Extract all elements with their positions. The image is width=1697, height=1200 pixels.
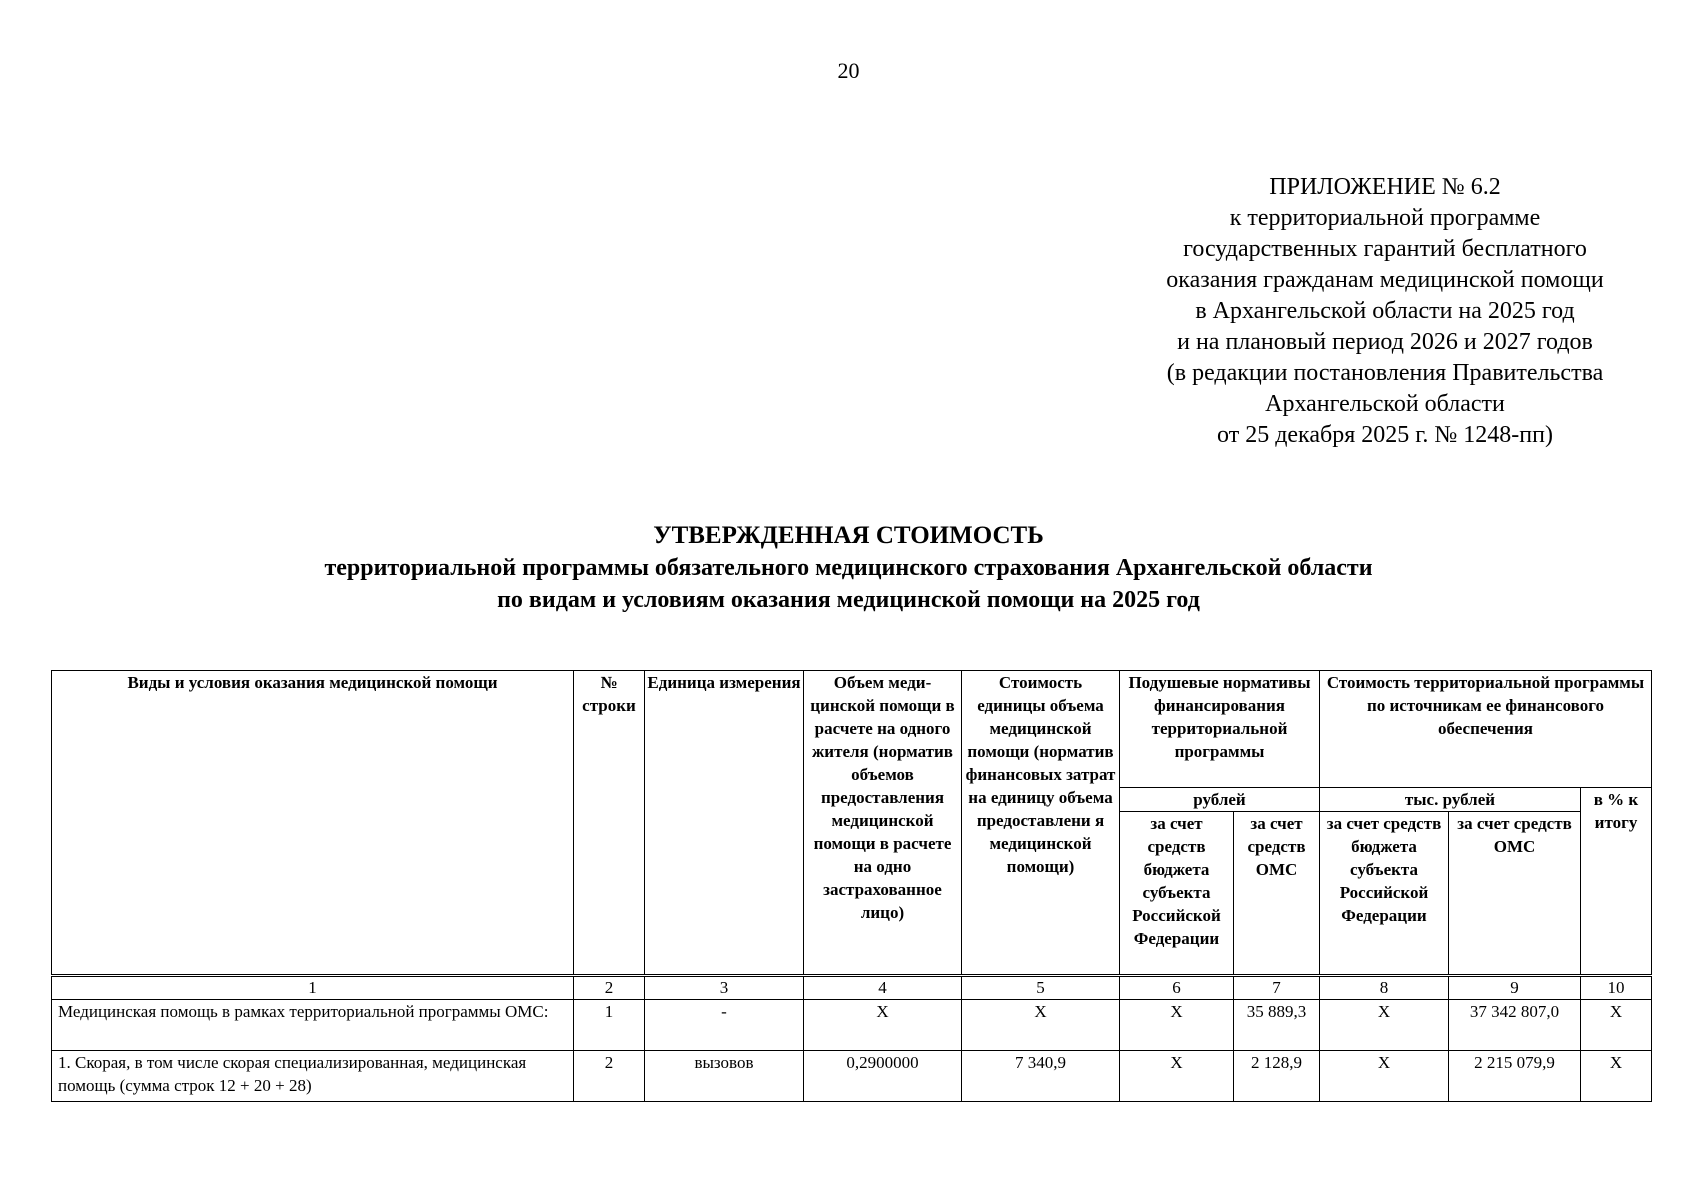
row-pc-oms: 2 128,9 [1234, 1051, 1320, 1102]
appendix-line: ПРИЛОЖЕНИЕ № 6.2 [1269, 174, 1501, 200]
appendix-line: государственных гарантий бесплатного [1183, 236, 1587, 262]
header-cost-oms: за счет средств ОМС [1449, 812, 1581, 976]
row-cost-budget: X [1320, 1051, 1449, 1102]
cost-table [51, 670, 1652, 1102]
row-name: 1. Скорая, в том числе скорая специализированная, медицинская помощь (сумма строк 12 + 20 + 28) [52, 1051, 574, 1102]
column-number: 4 [804, 976, 962, 1000]
row-pc-oms: 35 889,3 [1234, 1000, 1320, 1051]
appendix-line: в Архангельской области на 2025 год [1195, 298, 1575, 324]
appendix-line: и на плановый период 2026 и 2027 годов [1177, 329, 1593, 355]
row-pc-budget: X [1120, 1051, 1234, 1102]
column-number: 3 [645, 976, 804, 1000]
column-number: 1 [52, 976, 574, 1000]
row-unit: вызовов [645, 1051, 804, 1102]
row-volume: 0,2900000 [804, 1051, 962, 1102]
appendix-line: к территориальной программе [1229, 205, 1541, 231]
appendix-line: оказания гражданам медицинской помощи [1166, 267, 1604, 293]
header-pc-budget: за счет средств бюджета субъекта Российской Федерации [1120, 812, 1234, 976]
appendix-line: Архангельской области [1265, 391, 1505, 417]
header-volume: Объем меди-цинской помощи в расчете на одного жителя (норматив объемов предоставления медицинской помощи в расчете на одно застрахованное лицо) [804, 671, 962, 976]
title-line-2: территориальной программы обязательного медицинского страхования Архангельской области [324, 555, 1373, 581]
document-title [0, 520, 1697, 616]
column-number: 7 [1234, 976, 1320, 1000]
table-row [52, 1051, 1652, 1102]
header-thousand-rubles: тыс. рублей [1320, 788, 1581, 812]
header-rubles: рублей [1120, 788, 1320, 812]
row-cost-oms: 2 215 079,9 [1449, 1051, 1581, 1102]
appendix-line: от 25 декабря 2025 г. № 1248-пп) [1217, 422, 1553, 448]
header-percent: в % к итогу [1581, 788, 1652, 976]
appendix-block [1120, 172, 1650, 451]
header-unit: Единица измерения [645, 671, 804, 976]
header-unit-cost: Стоимость единицы объема медицинской помощи (норматив финансовых затрат на единицу объема предоставлени я медицинской помощи) [962, 671, 1120, 976]
row-cost-oms: 37 342 807,0 [1449, 1000, 1581, 1051]
appendix-line: (в редакции постановления Правительства [1166, 360, 1604, 386]
row-pc-budget: X [1120, 1000, 1234, 1051]
header-line-number: № строки [574, 671, 645, 976]
header-care-type: Виды и условия оказания медицинской помощи [52, 671, 574, 976]
row-line-number: 2 [574, 1051, 645, 1102]
row-unit-cost: X [962, 1000, 1120, 1051]
row-unit-cost: 7 340,9 [962, 1051, 1120, 1102]
header-cost-group: Стоимость территориальной программы по источникам ее финансового обеспечения [1320, 671, 1652, 788]
row-cost-budget: X [1320, 1000, 1449, 1051]
row-percent: X [1581, 1051, 1652, 1102]
header-pc-oms: за счет средств ОМС [1234, 812, 1320, 976]
column-number: 10 [1581, 976, 1652, 1000]
row-volume: X [804, 1000, 962, 1051]
header-per-capita-group: Подушевые нормативы финансирования территориальной программы [1120, 671, 1320, 788]
row-unit: - [645, 1000, 804, 1051]
column-number: 2 [574, 976, 645, 1000]
title-line-3: по видам и условиям оказания медицинской помощи на 2025 год [497, 587, 1200, 613]
row-percent: X [1581, 1000, 1652, 1051]
row-name: Медицинская помощь в рамках территориальной программы ОМС: [52, 1000, 574, 1051]
column-numbers-row [52, 976, 1652, 1000]
page-number: 20 [837, 58, 860, 83]
table-row [52, 1000, 1652, 1051]
header-cost-budget: за счет средств бюджета субъекта Российской Федерации [1320, 812, 1449, 976]
column-number: 9 [1449, 976, 1581, 1000]
column-number: 8 [1320, 976, 1449, 1000]
column-number: 6 [1120, 976, 1234, 1000]
row-line-number: 1 [574, 1000, 645, 1051]
title-line-1: УТВЕРЖДЕННАЯ СТОИМОСТЬ [653, 522, 1044, 549]
column-number: 5 [962, 976, 1120, 1000]
